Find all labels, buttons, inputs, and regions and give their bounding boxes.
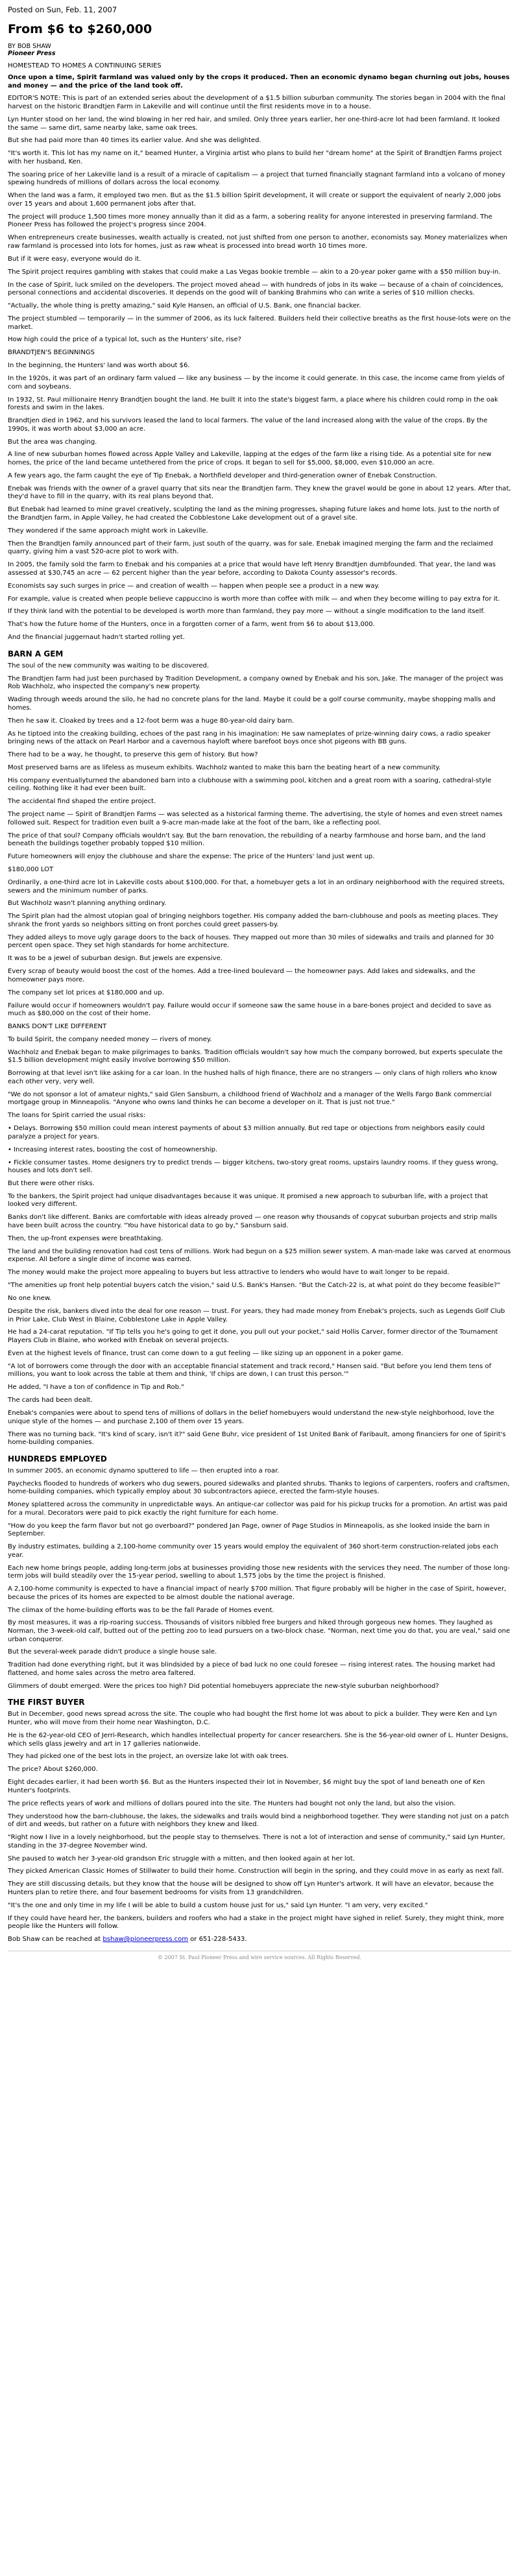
- body-paragraph: The climax of the home-building efforts was to be the fall Parade of Homes event.: [8, 1606, 274, 1614]
- body-paragraph: "The amenities up front help potential buyers catch the vision," said U.S. Bank's Hansen. "But the Catch-22 is, at what point do they become feasible?": [8, 1282, 500, 1290]
- body-paragraph: He is the 62-year-old CEO of Jerri-Research, which handles intellectual property for cancer researchers. She is the 56-year-old owner of L. Hunter Designs, which sells glass jewelry and art in 17 galleries nationwide.: [8, 1731, 509, 1748]
- body-paragraph: The land and the building renovation had cost tens of millions. Work had begun on a $25 million sewer system. A man-made lake was carved at enormous expense. All before a single dime of income was earned.: [8, 1247, 511, 1264]
- article-body-part-3: [8, 1467, 511, 1691]
- body-paragraph: A 2,100-home community is expected to have a financial impact of nearly $700 million. That figure probably will be higher in the case of Spirit, however, because the prices of its homes are expected to be almost double the national average.: [8, 1585, 507, 1601]
- body-paragraph: $180,000 LOT: [8, 866, 54, 874]
- body-paragraph: It was to be a jewel of suburban design. But jewels are expensive.: [8, 955, 223, 963]
- body-paragraph: Money splattered across the community in unpredictable ways. An antique-car collector was paid for his pickup trucks for a promotion. An artist was paid for a mural. Decorators were paid to pick exactly the right furniture for each home.: [8, 1501, 507, 1517]
- body-paragraph: The company set lot prices at $180,000 and up.: [8, 989, 164, 996]
- body-paragraph: The Spirit plan had the almost utopian goal of bringing neighbors together. His company added the barn-clubhouse and pools as meeting places. They shrank the front yards so neighbors sitting on front porches could greet passers-by.: [8, 913, 498, 928]
- body-paragraph: The price of that soul? Company officials wouldn't say. But the barn renovation, the rebuilding of a nearby farmhouse and horse barn, and the land beneath the buildings together probably topped $10 million.: [8, 832, 486, 848]
- contact-suffix: or 651-228-5433.: [187, 1936, 247, 1944]
- body-paragraph: They added alleys to move ugly garage doors to the back of houses. They mapped out more than 30 miles of sidewalks and trails and planned for 30 percent open space. They set high standards for home architecture.: [8, 933, 494, 950]
- body-paragraph: Ordinarily, a one-third acre lot in Lakeville costs about $100,000. For that, a homebuyer gets a lot in an ordinary neighborhood with the required streets, sewers and the minimum number of parks.: [8, 878, 505, 895]
- body-paragraph: "A lot of borrowers come through the door with an acceptable financial statement and track record," Hansen said. "But before you lend them tens of millions, you want to look across the table at them and think, 'If chips are down, I can trust this person.'": [8, 1362, 492, 1378]
- body-paragraph: They picked American Classic Homes of Stillwater to build their home. Construction will begin in the spring, and they could move in as early as next fall.: [8, 1868, 504, 1875]
- body-paragraph: Eight decades earlier, it had been worth $6. But as the Hunters inspected their lot in November, $6 might buy the spot of land beneath one of Ken Hunter's footprints.: [8, 1779, 485, 1794]
- body-paragraph: Each new home brings people, adding long-term jobs at businesses providing those new residents with the services they need. The number of those long-term jobs will build steadily over the 15-year period, swelling to about 1,575 jobs by the time the project is finished.: [8, 1564, 510, 1580]
- body-paragraph: He had a 24-carat reputation. "If Tip tells you he's going to get it done, you pull out your pocket," said Hollis Carver, former director of the Tournament Players Club in Blaine, who worked with Enebak on several projects.: [8, 1329, 498, 1344]
- body-paragraph: The price reflects years of work and millions of dollars poured into the site. The Hunters had bought not only the land, but also the vision.: [8, 1800, 456, 1807]
- body-paragraph: BRANDTJEN'S BEGINNINGS: [8, 349, 95, 357]
- series-label: HOMESTEAD TO HOMES A CONTINUING SERIES: [8, 62, 162, 69]
- body-paragraph: The cards had been dealt.: [8, 1397, 93, 1404]
- body-paragraph: Paychecks flooded to hundreds of workers who dug sewers, poured sidewalks and planted shrubs. Thanks to legions of carpenters, roofers and craftsmen, home-building companies, which typically employ about 30 subcontractors apiece, erected the farm-style houses.: [8, 1480, 510, 1496]
- body-paragraph: EDITOR'S NOTE: This is part of an extended series about the development of a $1.5 billion suburban community. The stories began in 2004 with the final harvest on the historic Brandtjen Farm in Lakeville and will continue until the first residents move in to a house.: [8, 95, 506, 111]
- body-paragraph: "We do not sponsor a lot of amateur nights," said Glen Sansburn, a childhood friend of Wachholz and a manager of the Wells Fargo Bank commercial mortgage group in Minneapolis. "Anyone who owns land thinks he can become a developer on it. That is just not true.": [8, 1090, 492, 1107]
- body-paragraph: The soaring price of her Lakeville land is a result of a miracle of capitalism — a project that turned financially stagnant farmland into a volcano of money spewing hundreds of millions of dollars across the local economy.: [8, 171, 505, 187]
- byline: [8, 43, 511, 57]
- body-paragraph: The project will produce 1,500 times more money annually than it did as a farm, a sobering reality for anyone interested in preserving farmland. The Pioneer Press has followed the project's progress since 2004.: [8, 213, 492, 229]
- body-paragraph: And the financial juggernaut hadn't started rolling yet.: [8, 634, 185, 642]
- body-paragraph: • Delays. Borrowing $50 million could mean interest payments of about $3 million annually. But red tape or objections from neighbors easily could paralyze a project for years.: [8, 1125, 485, 1140]
- body-paragraph: He added, "I have a ton of confidence in Tip and Rob.": [8, 1384, 184, 1391]
- body-paragraph: In the beginning, the Hunters' land was worth about $6.: [8, 362, 190, 370]
- body-paragraph: Banks don't like different. Banks are comfortable with ideas already proved — one reason why thousands of copycat suburban projects and strip malls have been built across the country. "You have historical data to go by," Sansburn said.: [8, 1214, 498, 1229]
- body-paragraph: Lyn Hunter stood on her land, the wind blowing in her red hair, and smiled. Only three years earlier, her one-third-acre lot had been farmland. It looked the same — same dirt, same nearby lake, same oak trees.: [8, 115, 500, 132]
- body-paragraph: But Enebak had learned to mine gravel creatively, sculpting the land as the mining progresses, shaping future lakes and home lots. Just to the north of the Brandtjen farm, in Apple Valley, he had created the Cobblestone Lake development out of a gravel site.: [8, 506, 500, 522]
- body-paragraph: "How do you keep the farm flavor but not go overboard?" pondered Jan Page, owner of Page Studios in Minneapolis, as she looked inside the barn in September.: [8, 1522, 490, 1538]
- body-paragraph: Tradition had done everything right, but it was blindsided by a piece of bad luck no one could foresee — rising interest rates. The housing market had flattened, and home sales across the metro area faltered.: [8, 1661, 496, 1677]
- body-paragraph: In the case of Spirit, luck smiled on the developers. The project moved ahead — with hundreds of jobs in its wake — because of a chain of coincidences, personal connections and accidental discoveries. It depends on the good will of banking Brahmins who can write a series of $10 million checks.: [8, 281, 503, 297]
- body-paragraph: Wachholz and Enebak began to make pilgrimages to banks. Tradition officials wouldn't say how much the company borrowed, but experts speculate the $1.5 billion development might easily involve borrowing $50 million.: [8, 1048, 503, 1065]
- body-paragraph: They had picked one of the best lots in the project, an oversize lake lot with oak trees.: [8, 1753, 289, 1761]
- body-paragraph: Enebak's companies were about to spend tens of millions of dollars in the belief homebuyers would understand the new-style neighborhood, love the unique style of the homes — and purchase 2,100 of them over 15 years.: [8, 1410, 494, 1425]
- section-heading-barn: BARN A GEM: [8, 649, 64, 658]
- body-paragraph: In 2005, the family sold the farm to Enebak and his companies at a price that would have left Henry Brandtjen dumbfounded. That year, the land was assessed at $30,745 an acre — 62 percent higher than the year before, according to Dakota County assessor's records.: [8, 561, 496, 577]
- body-paragraph: There had to be a way, he thought, to preserve this gem of history. But how?: [8, 751, 258, 759]
- body-paragraph: But if it were easy, everyone would do it.: [8, 255, 141, 263]
- body-paragraph: In the 1920s, it was part of an ordinary farm valued — like any business — by the income it could generate. In this case, the income came from yields of corn and soybeans.: [8, 375, 505, 391]
- body-paragraph: But in December, good news spread across the site. The couple who had bought the first home lot was about to pick a builder. They were Ken and Lyn Hunter, who will move from their home near Washington, D.C.: [8, 1711, 497, 1727]
- body-paragraph: They are still discussing details, but they know that the house will be designed to show off Lyn Hunter's artwork. It will have an elevator, because the Hunters plan to retire there, and four basement bedrooms for visits from 13 grandchildren.: [8, 1881, 494, 1896]
- body-paragraph: As he tiptoed into the creaking building, echoes of the past rang in his imagination: He saw nameplates of prize-winning dairy cows, a radio speaker bringing news of the attack on Pearl Harbor and a cavernous hayloft where barefoot boys once shot pigeons with BB guns.: [8, 730, 491, 746]
- body-paragraph: "Actually, the whole thing is pretty amazing," said Kyle Hansen, an official of U.S. Bank, one financial backer.: [8, 302, 361, 310]
- body-paragraph: She paused to watch her 3-year-old grandson Eric struggle with a mitten, and then looked again at her lot.: [8, 1855, 355, 1862]
- body-paragraph: But the several-week parade didn't produce a single house sale.: [8, 1648, 217, 1656]
- body-paragraph: How high could the price of a typical lot, such as the Hunters' site, rise?: [8, 336, 241, 344]
- article-body-part-1: [8, 95, 511, 642]
- body-paragraph: Enebak was friends with the owner of a gravel quarry that sits near the Brandtjen farm. They knew the gravel would be gone in about 12 years. After that, they'd have to fill in the quarry, with its real plans beyond that.: [8, 485, 511, 501]
- posted-date: Posted on Sun, Feb. 11, 2007: [8, 5, 117, 14]
- body-paragraph: They wondered if the same approach might work in Lakeville.: [8, 527, 208, 535]
- body-paragraph: A line of new suburban homes flowed across Apple Valley and Lakeville, lapping at the edges of the farm like a rising tide. As a potential site for new homes, the price of the land became untethered from the price of crops. It began to sell for $5,000, $8,000, even $10,000 an acre.: [8, 451, 492, 467]
- body-paragraph: If they could have heard her, the bankers, builders and roofers who had a stake in the project might have sighed in relief. Surely, they might think, more people like the Hunters will follow.: [8, 1914, 504, 1931]
- body-paragraph: By most measures, it was a rip-roaring success. Thousands of visitors nibbled free burgers and hiked through gorgeous new homes. They laughed as Norman, the 3-week-old calf, butted out of the petting zoo to lead pursuers on a two-block chase. "Norman, next time you do that, you are veal," said one urban conqueror.: [8, 1619, 511, 1643]
- body-paragraph: Then he saw it. Cloaked by trees and a 12-foot berm was a huge 80-year-old dairy barn.: [8, 717, 295, 725]
- body-paragraph: Then the Brandtjen family announced part of their farm, just south of the quarry, was for sale. Enebak imagined merging the farm and the reclaimed quarry, giving him a vast 520-acre plot to work with.: [8, 540, 493, 556]
- body-paragraph: The Spirit project requires gambling with stakes that could make a Las Vegas bookie tremble — akin to a 20-year poker game with a $50 million buy-in.: [8, 268, 501, 276]
- body-paragraph: They understood how the barn-clubhouse, the lakes, the sidewalks and trails would bind a neighborhood together. They were standing not just on a patch of dirt and weeds, but rather on a future with neighbors they knew and liked.: [8, 1812, 509, 1829]
- body-paragraph: The soul of the new community was waiting to be discovered.: [8, 662, 210, 669]
- article-body-part-4: [8, 1711, 511, 1931]
- body-paragraph: Every scrap of beauty would boost the cost of the homes. Add a tree-lined boulevard — the homeowner pays. Add lakes and sidewalks, and the homeowner pays more.: [8, 968, 476, 983]
- body-paragraph: In summer 2005, an economic dynamo sputtered to life — then erupted into a roar.: [8, 1467, 280, 1475]
- body-paragraph: Most preserved barns are as lifeless as museum exhibits. Wachholz wanted to make this barn the beating heart of a new community.: [8, 764, 441, 771]
- body-paragraph: In 1932, St. Paul millionaire Henry Brandtjen bought the land. He built it into the state's biggest farm, a place where his children could romp in the oak forests and swim in the lakes.: [8, 396, 498, 412]
- section-heading-hundreds: HUNDREDS EMPLOYED: [8, 1454, 107, 1463]
- body-paragraph: For example, value is created when people believe cappuccino is worth more than coffee with milk — and when they become willing to pay extra for it.: [8, 595, 500, 603]
- body-paragraph: Wading through weeds around the silo, he had no concrete plans for the land. Maybe it could be a golf course community, maybe shopping malls and homes.: [8, 696, 496, 712]
- body-paragraph: When the land was a farm, it employed two men. But as the $1.5 billion Spirit development, it will create or support the equivalent of nearly 2,000 jobs over 15 years and about 1,600 permanent jobs after that.: [8, 192, 501, 208]
- body-paragraph: • Fickle consumer tastes. Home designers try to predict trends — bigger kitchens, two-story great rooms, upstairs laundry rooms. If they guess wrong, houses and lots don't sell.: [8, 1159, 498, 1175]
- author-email-link[interactable]: bshaw@pioneerpress.com: [103, 1936, 188, 1944]
- body-paragraph: By industry estimates, building a 2,100-home community over 15 years would employ the equivalent of 360 short-term construction-related jobs each year.: [8, 1543, 498, 1559]
- byline-author: BY BOB SHAW: [8, 43, 51, 50]
- body-paragraph: But the area was changing.: [8, 438, 97, 446]
- article-body-part-2: [8, 662, 511, 1447]
- body-paragraph: Borrowing at that level isn't like asking for a car loan. In the hushed halls of high finance, there are no strangers — only clans of high rollers who know each other very, very well.: [8, 1070, 498, 1085]
- copyright-footer: © 2007 St. Paul Pioneer Press and wire service sources. All Rights Reserved.: [8, 1951, 511, 1965]
- body-paragraph: To the bankers, the Spirit project had unique disadvantages because it was unique. It promised a new approach to suburban life, with a project that looked very different.: [8, 1192, 489, 1209]
- body-paragraph: To build Spirit, the company needed money — rivers of money.: [8, 1035, 212, 1043]
- body-paragraph: The project stumbled — temporarily — in the summer of 2006, as its luck faltered. Builders held their collective breaths as the first house-lots were on the market.: [8, 315, 511, 331]
- byline-publication: Pioneer Press: [8, 50, 56, 57]
- body-paragraph: The price? About $260,000.: [8, 1766, 98, 1774]
- body-paragraph: But she had paid more than 40 times its earlier value. And she was delighted.: [8, 137, 261, 145]
- body-paragraph: Economists say such surges in price — and creation of wealth — happen when people see a product in a new way.: [8, 582, 380, 590]
- body-paragraph: Despite the risk, bankers dived into the deal for one reason — trust. For years, they had made money from Enebak's projects, such as Legends Golf Club in Prior Lake, Club West in Blaine, Cobblestone Lake in Apple Valley.: [8, 1307, 505, 1323]
- body-paragraph: Future homeowners will enjoy the clubhouse and share the expense: The price of the Hunters' land just went up.: [8, 853, 375, 861]
- body-paragraph: "It's worth it. This lot has my name on it," beamed Hunter, a Virginia artist who plans to build her "dream home" at the Spirit of Brandtjen Farms project with her husband, Ken.: [8, 150, 502, 165]
- contact-prefix: Bob Shaw can be reached at: [8, 1936, 103, 1944]
- body-paragraph: There was no turning back. "It's kind of scary, isn't it?" said Gene Buhr, vice president of 1st United Bank of Faribault, among financiers for one of Spirit's home-building companies.: [8, 1430, 506, 1447]
- body-paragraph: When entrepreneurs create businesses, wealth actually is created, not just shifted from one person to another, economists say. Money materializes when raw farmland is processed into lots for homes, just as raw wheat is processed into bread worth 10 times more.: [8, 234, 507, 250]
- body-paragraph: But Wachholz wasn't planning anything ordinary.: [8, 900, 167, 908]
- body-paragraph: "Right now I live in a lovely neighborhood, but the people stay to themselves. There is not a lot of interaction and sense of community," said Lyn Hunter, standing in the 37-degree November wind.: [8, 1834, 505, 1849]
- body-paragraph: Glimmers of doubt emerged. Were the prices too high? Did potential homebuyers appreciate the new-style suburban neighborhood?: [8, 1682, 439, 1690]
- body-paragraph: But there were other risks.: [8, 1180, 95, 1187]
- section-heading-first-buyer: THE FIRST BUYER: [8, 1698, 85, 1707]
- body-paragraph: Failure would occur if homeowners wouldn't pay. Failure would occur if someone saw the same house in a bare-bones project and decided to save as much as $80,000 on the cost of their home.: [8, 1002, 492, 1018]
- body-paragraph: Then, the up-front expenses were breathtaking.: [8, 1234, 163, 1242]
- body-paragraph: The accidental find shaped the entire project.: [8, 798, 156, 806]
- body-paragraph: A few years ago, the farm caught the eye of Tip Enebak, a Northfield developer and third-generation owner of Enebak Construction.: [8, 472, 437, 479]
- body-paragraph: No one knew.: [8, 1295, 52, 1303]
- body-paragraph: BANKS DON'T LIKE DIFFERENT: [8, 1023, 107, 1031]
- contact-line: [8, 1936, 511, 1944]
- body-paragraph: The project name — Spirit of Brandtjen Farms — was selected as a historical farming theme. The advertising, the style of homes and even street names followed suit. Respect for tradition even built a 9-acre man-made lake at the foot of the barn, like a reflecting pool.: [8, 811, 503, 826]
- body-paragraph: • Increasing interest rates, boosting the cost of homeownership.: [8, 1146, 218, 1153]
- body-paragraph: Even at the highest levels of finance, trust can come down to a gut feeling — like sizing up an opponent in a poker game.: [8, 1349, 404, 1357]
- body-paragraph: The Brandtjen farm had just been purchased by Tradition Development, a company owned by Enebak and his son, Jake. The manager of the project was Rob Wachholz, who inspected the company's new property.: [8, 675, 503, 691]
- body-paragraph: The loans for Spirit carried the usual risks:: [8, 1112, 146, 1120]
- body-paragraph: Brandtjen died in 1962, and his survivors leased the land to local farmers. The value of the land increased along with the value of the crops. By the 1990s, it was worth about $3,000 an acre.: [8, 417, 488, 433]
- body-paragraph: That's how the future home of the Hunters, once in a forgotten corner of a farm, went from $6 to about $13,000.: [8, 621, 375, 629]
- body-paragraph: The money would make the project more appealing to buyers but less attractive to lenders who would have to wait longer to be repaid.: [8, 1269, 450, 1277]
- body-paragraph: "It's the one and only time in my life I will be able to build a custom house just for us," said Lyn Hunter. "I am very, very excited.": [8, 1901, 428, 1909]
- body-paragraph: If they think land with the potential to be developed is worth more than farmland, they pay more — without a single modification to the land itself.: [8, 608, 485, 616]
- lead-paragraph: Once upon a time, Spirit farmland was valued only by the crops it produced. Then an economic dynamo began churning out jobs, houses and money — and the price of the land took off.: [8, 74, 510, 90]
- headline: From $6 to $260,000: [8, 22, 152, 36]
- body-paragraph: His company eventuallyturned the abandoned barn into a clubhouse with a swimming pool, kitchen and a great room with a soaring, cathedral-style ceiling. Nothing like it had ever been built.: [8, 776, 492, 793]
